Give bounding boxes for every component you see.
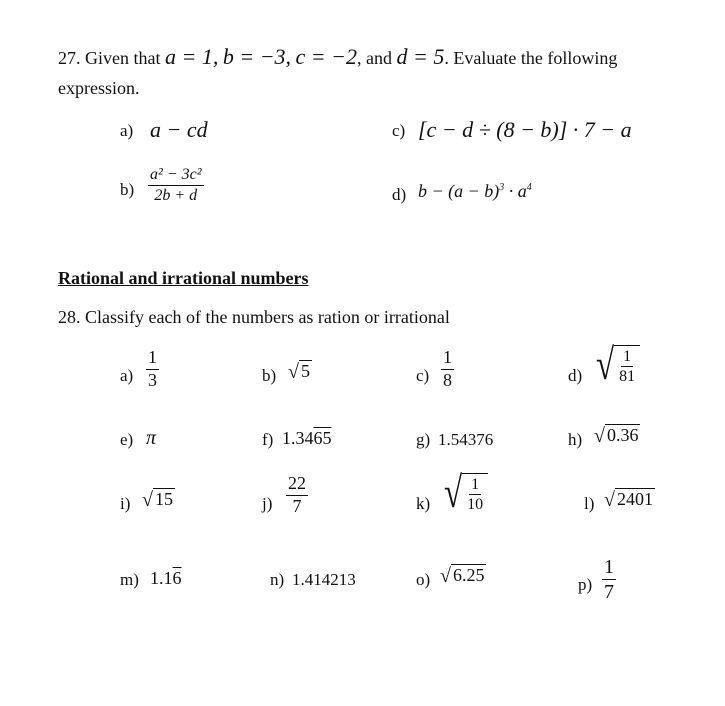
q27-d-expr-part2: · a bbox=[508, 181, 527, 201]
q28-k-sqrt bbox=[444, 468, 488, 517]
q27-tail-text: . Evaluate the following bbox=[444, 48, 618, 68]
q28-m-value bbox=[150, 568, 182, 589]
q27-b-fraction bbox=[148, 166, 204, 204]
q28-o-radical-icon: √ bbox=[440, 564, 451, 587]
q28-h-radicand: 0.36 bbox=[606, 425, 639, 445]
q27-a-value: a = 1, bbox=[164, 44, 219, 69]
q28-c-label: c) bbox=[416, 366, 430, 385]
q28-prompt: 28. Classify each of the numbers as ration or irrational bbox=[58, 307, 450, 327]
q28-e-label: e) bbox=[120, 430, 134, 449]
section-heading: Rational and irrational numbers bbox=[58, 268, 309, 288]
q28-g-label: g) bbox=[416, 430, 431, 449]
q27-c-value: c = −2 bbox=[295, 44, 358, 69]
q27-and-text: , and bbox=[357, 48, 393, 68]
q27-d-exponent-3: 3 bbox=[499, 182, 505, 193]
q28-j-numerator: 22 bbox=[286, 474, 308, 496]
q28-i-sqrt bbox=[142, 488, 175, 511]
q27-a-expression: a − cd bbox=[150, 117, 208, 142]
q28-b-label: b) bbox=[262, 366, 277, 385]
q27-b-numerator: a² − 3c² bbox=[148, 166, 204, 186]
q28-h-radical-icon: √ bbox=[594, 424, 605, 447]
q28-b-sqrt bbox=[288, 360, 312, 383]
q28-l-label: l) bbox=[584, 494, 595, 513]
q28-j-fraction bbox=[286, 474, 308, 517]
q28-a-denominator: 3 bbox=[148, 369, 157, 390]
q28-c-denominator: 8 bbox=[443, 369, 452, 390]
q28-m-base: 1.1 bbox=[150, 568, 173, 588]
q28-p-numerator: 1 bbox=[604, 556, 614, 578]
q27-intro-line2: expression. bbox=[58, 78, 140, 98]
q28-i-label: i) bbox=[120, 494, 131, 513]
q28-m-repeating: 6 bbox=[172, 568, 182, 588]
q27-number-text: 27. Given that bbox=[58, 48, 161, 68]
q27-c-expression: [c − d ÷ (8 − b)] · 7 − a bbox=[418, 117, 632, 142]
q28-k-label: k) bbox=[416, 494, 431, 513]
q27-d-expr-part1: b − (a − b) bbox=[418, 181, 500, 201]
q28-k-numerator: 1 bbox=[469, 476, 481, 496]
q28-d-denominator: 81 bbox=[619, 368, 636, 386]
q28-i-radical-icon: √ bbox=[142, 488, 153, 511]
q28-d-label: d) bbox=[568, 366, 583, 385]
q28-d-radical-icon: √ bbox=[596, 340, 615, 389]
q28-f-value bbox=[282, 428, 332, 449]
q28-c-fraction bbox=[441, 348, 454, 391]
q28-j-denominator: 7 bbox=[292, 495, 302, 516]
q28-a-fraction bbox=[146, 348, 159, 391]
q28-l-sqrt bbox=[604, 488, 655, 511]
q27-c-label: c) bbox=[392, 121, 406, 140]
q28-f-base: 1.34 bbox=[282, 428, 314, 448]
q28-h-label: h) bbox=[568, 430, 583, 449]
q28-b-radical-icon: √ bbox=[288, 360, 299, 383]
q28-m-label: m) bbox=[120, 570, 139, 589]
q28-a-label: a) bbox=[120, 366, 134, 385]
q28-l-radicand: 2401 bbox=[616, 489, 653, 509]
q28-d-sqrt bbox=[596, 340, 640, 389]
q27-d-value: d = 5 bbox=[396, 44, 445, 69]
q28-o-radicand: 6.25 bbox=[452, 565, 485, 585]
q28-o-label: o) bbox=[416, 570, 431, 589]
q27-d-label: d) bbox=[392, 185, 407, 204]
q28-k-denominator: 10 bbox=[467, 496, 484, 514]
q27-a-label: a) bbox=[120, 121, 134, 140]
q28-i-radicand: 15 bbox=[154, 489, 173, 509]
q28-l-radical-icon: √ bbox=[604, 488, 615, 511]
q28-o-sqrt bbox=[440, 564, 486, 587]
q28-p-fraction bbox=[602, 556, 616, 603]
q27-b-label: b) bbox=[120, 180, 135, 199]
q28-e-value: π bbox=[146, 427, 157, 449]
q28-n-label: n) bbox=[270, 570, 285, 589]
q27-b-denominator: 2b + d bbox=[154, 186, 198, 204]
q28-d-numerator: 1 bbox=[621, 348, 633, 368]
q27-b-value: b = −3, bbox=[222, 44, 292, 69]
q27-intro bbox=[58, 44, 617, 70]
q28-n-value: 1.414213 bbox=[292, 570, 356, 589]
q28-f-label: f) bbox=[262, 430, 274, 449]
q28-p-label: p) bbox=[578, 575, 593, 594]
q28-j-label: j) bbox=[262, 494, 273, 513]
q28-h-sqrt bbox=[594, 424, 640, 447]
q27-d-expression bbox=[418, 181, 532, 202]
q28-c-numerator: 1 bbox=[441, 348, 454, 370]
q28-b-radicand: 5 bbox=[300, 361, 310, 381]
q28-f-repeating: 65 bbox=[313, 428, 332, 448]
q28-p-denominator: 7 bbox=[604, 581, 614, 603]
q28-k-radical-icon: √ bbox=[444, 468, 463, 517]
q28-g-value: 1.54376 bbox=[438, 430, 494, 449]
q27-d-exponent-4: 4 bbox=[526, 182, 532, 193]
q28-a-numerator: 1 bbox=[146, 348, 159, 370]
